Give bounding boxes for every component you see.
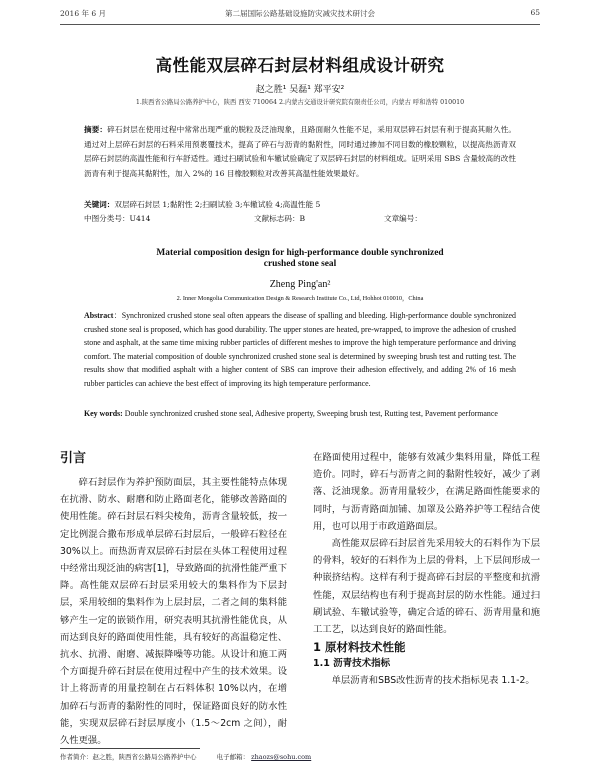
section-heading: 1 原材料技术性能	[313, 640, 406, 655]
footnote-divider	[60, 748, 200, 749]
header-date: 2016 年 6 月	[60, 9, 107, 18]
paper-title-en: Material composition design for high-performance double synchronized crushed stone seal	[156, 248, 444, 269]
running-header	[60, 8, 540, 22]
keywords-en-text: Double synchronized crushed stone seal, Adhesive property, Sweeping brush test, Rutting test, Pavement performance	[122, 409, 498, 418]
abstract-cn-text: 碎石封层在使用过程中常常出现严重的脱粒及泛油现象，且路面耐久性能不足，采用双层碎石封层有利于提高其耐久性。通过对上层碎石封层的石料采用预裹覆技术，提高了碎石与沥青的黏附性，同时通过掺加不同目数的橡胶颗粒，以提高热沥青双层碎石封层的高温性能和行车舒适性。通过扫刷试验和车辙试验确定了双层碎石封层的材料组成。证明采用 SBS 含量较高的改性沥青有利于提高其黏附性，加入 2%的 16 目橡胶颗粒对改善其高温性能效果最好。	[84, 125, 517, 178]
header-divider	[60, 24, 540, 25]
keywords-cn-text: 双层碎石封层 1;黏附性 2;扫刷试验 3;车辙试验 4;高温性能 5	[114, 200, 321, 209]
intro-heading: 引言	[60, 451, 87, 466]
footnote-email-link[interactable]: zhaozs@sohu.com	[251, 753, 312, 761]
affiliation-en: 2. Inner Mongolia Communication Design & Research Institute Co., Ltd, Hohhot 010010，China	[176, 295, 424, 302]
footnote-author: 作者简介：赵之胜，陕西省公路局公路养护中心	[60, 753, 197, 761]
article-number: 文章编号：	[384, 214, 422, 223]
body-right-column	[313, 449, 540, 689]
keywords-cn	[84, 198, 516, 211]
abstract-en	[84, 309, 516, 390]
subsection-heading: 1.1 沥青技术指标	[313, 658, 391, 670]
abstract-cn-label: 摘要：	[84, 125, 108, 134]
intro-continued-paragraph: 在路面使用过程中，能够有效减少集料用量，降低工程造价。同时，碎石与沥青之间的黏附性较好，减少了剥落、泛油现象。沥青用量较少，在满足路面性能要求的同时，与沥青路面加铺、加罩及公路养护等工程结合使用，也可以用于市政道路面层。	[313, 452, 540, 532]
intro-paragraph: 碎石封层作为养护预防面层，其主要性能特点体现在抗滑、防水、耐磨和防止路面老化，能够改善路面的使用性能。碎石封层石料尖棱角，沥青含量较低，按一定比例混合撒布形成单层碎石封层后，一般碎石粒径在 30%以上。而热沥青双层碎石封层在头体工程使用过程中经常出现泛油的病害[1]，导致路面的抗滑性能严重下降。高性能双层碎石封层采用较大的集料作为下层封层，采用较细的集料作为上层封层，二者之间的集料能够产生一定的嵌锁作用，研究表明其抗滑性能优良，从而达到良好的路面使用性能，具有较好的高温稳定性、抗水、抗滑、耐磨、减振降噪等功能。从设计和施工两个方面提升碎石封层在使用过程中产生的技术效果。设计上将沥青的用量控制在占石料体积 10%以内，在增加碎石与沥青的黏附性的同时，保证路面良好的防水性能，实现双层碎石封层厚度小（1.5～2cm 之间），耐久性更强。	[60, 477, 287, 747]
footnote	[60, 752, 311, 761]
design-paragraph: 高性能双层碎石封层首先采用较大的石料作为下层的骨料，较好的石料作为上层的骨料，上下层间形成一种嵌挤结构。这样有利于提高碎石封层的平整度和抗滑性能，双层结构也有利于提高封层的防水性能。通过扫刷试验、车辙试验等，确定合适的碎石、沥青用量和施工工艺，以达到良好的路面性能。	[313, 538, 540, 636]
keywords-en	[84, 407, 516, 421]
authors-cn: 赵之胜¹ 吴磊¹ 郑平安²	[255, 85, 345, 95]
clc-number: 中图分类号：U414	[84, 214, 151, 223]
abstract-en-text: ：Synchronized crushed stone seal often appears the disease of spalling and bleeding. High-performance double synchronized crushed stone seal is proposed, which has good durability. The upper stones are heated, pre-wrapped, to improve the adhesion of crushed stone and asphalt, at the same time mixing rubber particles of different meshes to improve the high temperature performance and driving comfort. The material composition of double synchronized crushed stone seal is determined by sweeping brush test and rutting test. The results show that modified asphalt with a higher content of SBS can improve their adhesion effectively, and adding 2% of 16 mesh rubber particles can achieve the best effect of improving its high temperature performance.	[84, 311, 516, 388]
keywords-en-label: Key words:	[84, 409, 123, 418]
body-left-column	[60, 449, 287, 749]
doc-code: 文献标志码：B	[254, 214, 306, 223]
asphalt-paragraph: 单层沥青和SBS改性沥青的技术指标见表 1.1-2。	[331, 675, 535, 687]
author-en: Zheng Ping'an²	[269, 279, 331, 290]
header-conference: 第二届国际公路基础设施防灾减灾技术研讨会	[225, 9, 375, 18]
keywords-cn-label: 关键词：	[84, 200, 115, 209]
abstract-cn	[84, 123, 516, 181]
abstract-en-label: Abstract	[84, 311, 114, 320]
footnote-email-label: 电子邮箱：	[216, 753, 250, 761]
paper-title-cn: 高性能双层碎石封层材料组成设计研究	[155, 56, 445, 75]
classification-row	[84, 213, 516, 226]
affiliation-cn: 1.陕西省公路局公路养护中心，陕西 西安 710064 2.内蒙古交通设计研究院有限责任公司，内蒙古 呼和浩特 010010	[135, 99, 465, 106]
header-page-number: 65	[530, 8, 540, 17]
